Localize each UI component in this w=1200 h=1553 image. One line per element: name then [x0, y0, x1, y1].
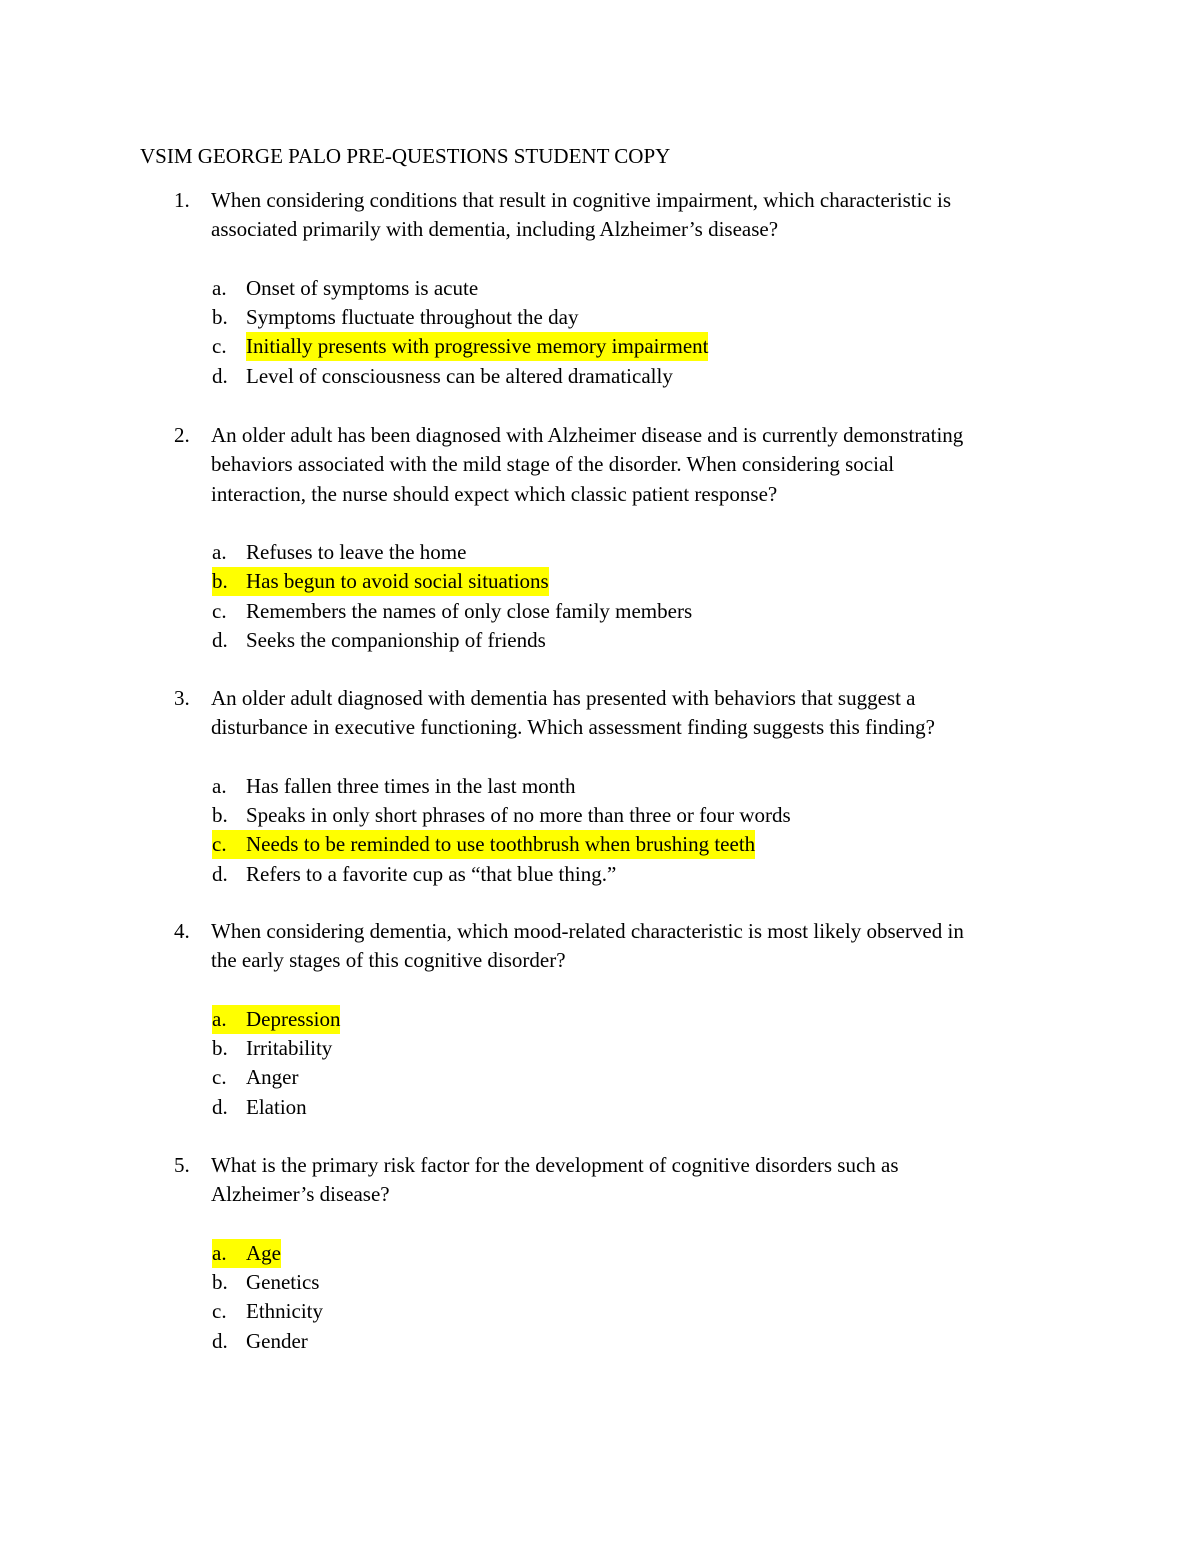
option-letter: d. — [212, 1328, 228, 1353]
highlighted-answer-text: Age — [246, 1239, 281, 1268]
answer-option-d — [0, 1093, 1200, 1122]
option-letter: b. — [212, 305, 228, 329]
answer-option-b — [0, 1268, 1200, 1297]
answer-option-d — [0, 626, 1200, 655]
answer-option-a — [0, 274, 1200, 303]
option-letter: c. — [212, 334, 227, 359]
question-text-line: disturbance in executive functioning. Which assessment finding suggests this finding? — [211, 715, 935, 740]
question-text-line: behaviors associated with the mild stage of the disorder. When considering social — [211, 452, 895, 477]
highlighted-answer-text: Needs to be reminded to use toothbrush when brushing teeth — [246, 830, 755, 859]
answer-option-d — [0, 860, 1200, 889]
option-text: Elation — [246, 1094, 307, 1119]
option-text: Irritability — [246, 1036, 333, 1060]
option-letter: a. — [212, 275, 227, 300]
answer-option-b — [0, 801, 1200, 830]
option-letter: d. — [212, 861, 228, 886]
question-text — [211, 1151, 1071, 1210]
option-letter: c. — [212, 1299, 227, 1324]
option-text: Level of consciousness can be altered dramatically — [246, 363, 673, 388]
question-text-line: When considering conditions that result in cognitive impairment, which characteristic is — [211, 188, 952, 212]
option-letter: a. — [212, 1239, 249, 1268]
answer-option-b — [0, 1034, 1200, 1063]
answer-option-b — [0, 303, 1200, 332]
question-text-line: An older adult has been diagnosed with Alzheimer disease and is currently demonstrating — [211, 423, 964, 447]
question-number: 4. — [174, 919, 190, 943]
option-letter: b. — [212, 567, 250, 596]
question-text-line: interaction, the nurse should expect which classic patient response? — [211, 481, 778, 506]
question-number: 3. — [174, 686, 190, 710]
answer-option-d — [0, 362, 1200, 391]
option-text: Symptoms fluctuate throughout the day — [246, 305, 579, 329]
option-text: Ethnicity — [246, 1299, 323, 1324]
option-text: Seeks the companionship of friends — [246, 628, 546, 653]
option-letter: d. — [212, 628, 228, 653]
answer-option-c — [0, 597, 1200, 626]
answer-option-a — [0, 772, 1200, 801]
answer-option-c — [0, 1063, 1200, 1092]
option-letter: d. — [212, 1094, 228, 1119]
question-text — [211, 684, 1071, 743]
answer-option-c — [0, 830, 1200, 859]
question-number: 2. — [174, 423, 190, 447]
option-text: Remembers the names of only close family members — [246, 598, 693, 623]
option-letter: b. — [212, 1270, 228, 1294]
answer-option-c — [0, 1297, 1200, 1326]
question-number: 1. — [174, 188, 190, 212]
option-letter: a. — [212, 773, 227, 798]
option-letter: c. — [212, 830, 249, 859]
option-letter: c. — [212, 598, 227, 623]
option-text: Genetics — [246, 1270, 320, 1294]
answer-option-a — [0, 538, 1200, 567]
question-text — [211, 421, 1071, 509]
option-text: Has fallen three times in the last month — [246, 773, 576, 798]
question-text-line: associated primarily with dementia, including Alzheimer’s disease? — [211, 217, 779, 242]
option-text: Refuses to leave the home — [246, 539, 467, 564]
option-text: Onset of symptoms is acute — [246, 275, 479, 300]
question-text-line: What is the primary risk factor for the development of cognitive disorders such as — [211, 1153, 899, 1177]
option-letter: c. — [212, 1065, 227, 1090]
highlighted-answer-text: Has begun to avoid social situations — [246, 567, 549, 596]
question-text-line: Alzheimer’s disease? — [211, 1182, 390, 1207]
option-letter: d. — [212, 363, 228, 388]
question-text-line: When considering dementia, which mood-related characteristic is most likely observed in — [211, 919, 964, 943]
question-text-line: An older adult diagnosed with dementia has presented with behaviors that suggest a — [211, 686, 916, 710]
document-title: VSIM GEORGE PALO PRE-QUESTIONS STUDENT COPY — [140, 144, 671, 168]
answer-option-d — [0, 1327, 1200, 1356]
option-text: Anger — [246, 1065, 299, 1090]
option-text: Gender — [246, 1328, 308, 1353]
question-number: 5. — [174, 1153, 190, 1177]
highlighted-answer-text: Initially presents with progressive memory impairment — [246, 332, 708, 361]
highlighted-answer-text: Depression — [246, 1005, 340, 1034]
option-text: Refers to a favorite cup as “that blue thing.” — [246, 861, 617, 886]
question-text — [211, 917, 1071, 976]
option-letter: a. — [212, 1005, 249, 1034]
option-letter: a. — [212, 539, 227, 564]
answer-option-b — [0, 567, 1200, 596]
option-letter: b. — [212, 803, 228, 827]
question-text — [211, 186, 1071, 245]
question-text-line: the early stages of this cognitive disorder? — [211, 948, 566, 973]
option-letter: b. — [212, 1036, 228, 1060]
answer-option-c — [0, 332, 1200, 361]
answer-option-a — [0, 1005, 1200, 1034]
answer-option-a — [0, 1239, 1200, 1268]
option-text: Speaks in only short phrases of no more than three or four words — [246, 803, 791, 827]
